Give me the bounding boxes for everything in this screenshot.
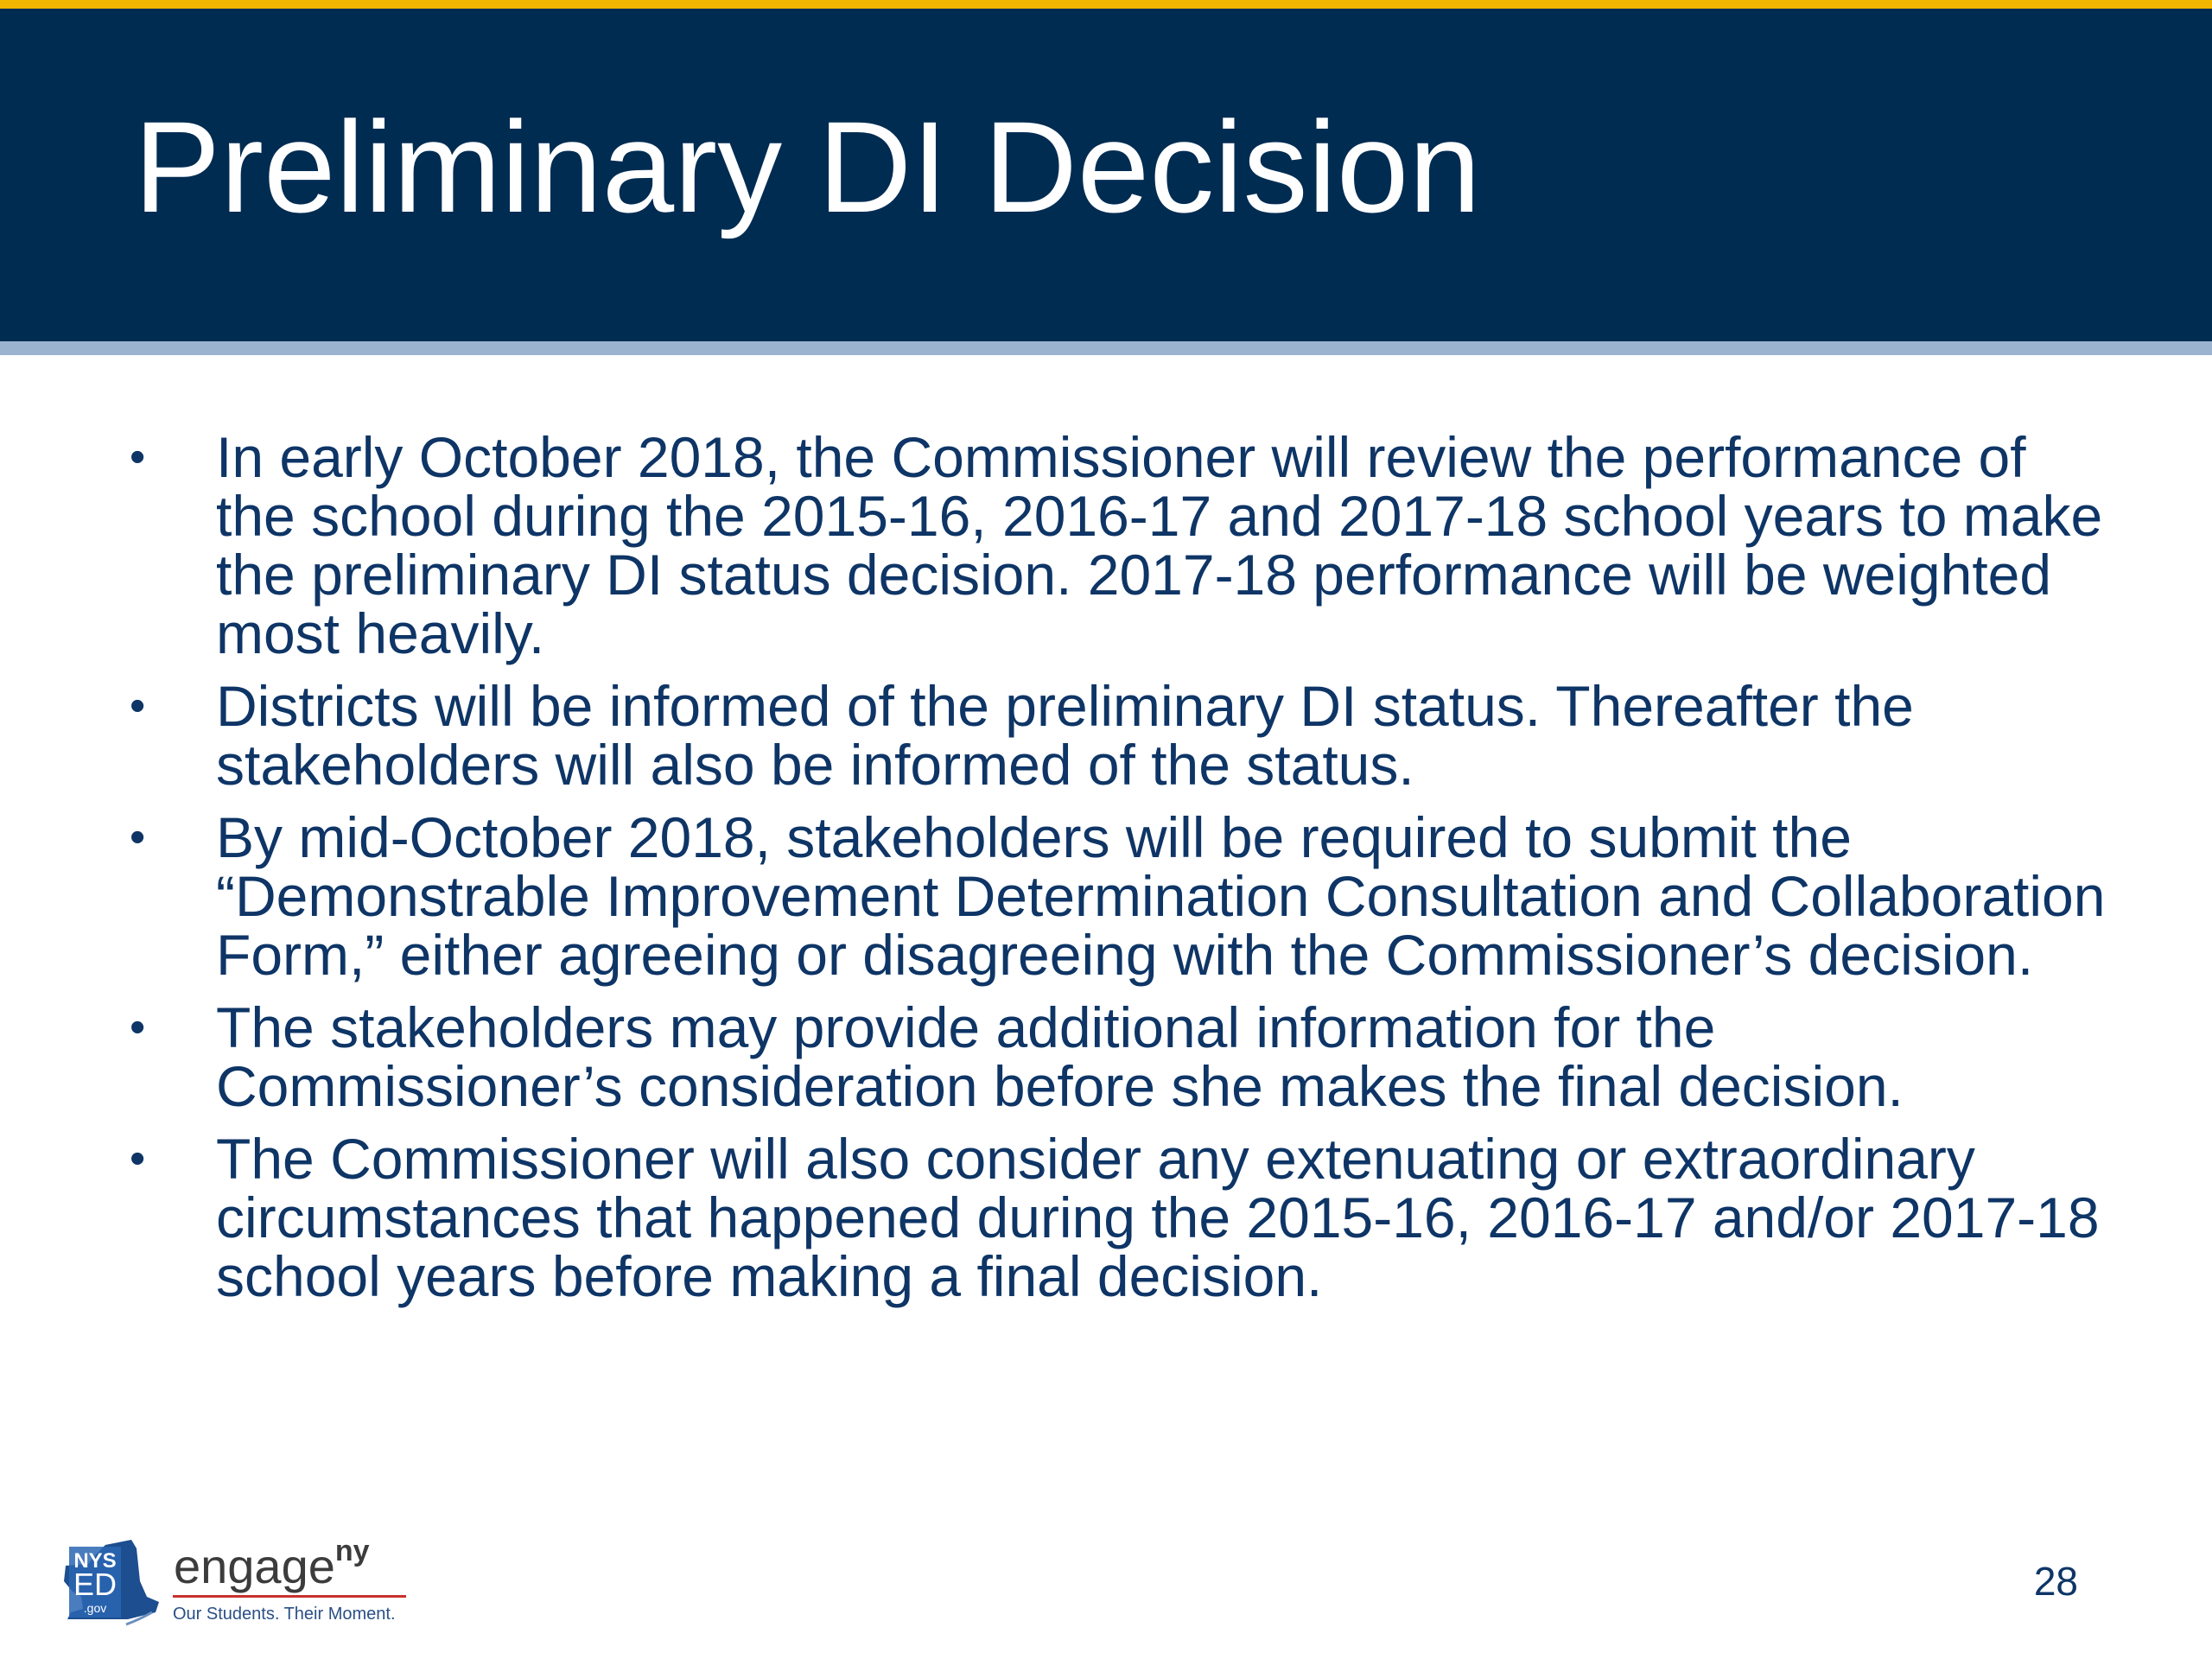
- top-accent-bar: [0, 0, 2212, 9]
- logo-wordmark: [174, 1536, 370, 1591]
- badge-line-3: .gov: [83, 1601, 107, 1615]
- bullet-text: The Commissioner will also consider any extenuating or extraordinary circumstances that happened during the 2015-16, 2016-17 and/or 2017-18 school years before making a final decision.: [216, 1127, 2100, 1308]
- bullet-text: By mid-October 2018, stakeholders will be required to submit the “Demonstrable Improvement Determination Consultation and Collaboration Form,” either agreeing or disagreeing with the Commissioner’s decision.: [216, 805, 2106, 987]
- bullet-item: [130, 1129, 2117, 1306]
- logo-divider: [173, 1595, 406, 1598]
- bullet-list: [130, 425, 2117, 1319]
- nysed-badge-icon: [57, 1529, 165, 1633]
- bullet-dot-icon: •: [130, 432, 146, 482]
- bullet-text: The stakeholders may provide additional information for the Commissioner’s consideration before she makes the final decision.: [216, 995, 1904, 1118]
- logo-word-main: engage: [174, 1539, 335, 1593]
- badge-line-1: NYS: [73, 1549, 117, 1573]
- logo-tagline: Our Students. Their Moment.: [173, 1605, 396, 1624]
- bullet-item: [130, 995, 2117, 1118]
- bullet-item: [130, 805, 2117, 987]
- slide-title: Preliminary DI Decision: [134, 94, 1481, 239]
- page-number: 28: [2033, 1559, 2078, 1604]
- badge-line-2: ED: [73, 1567, 118, 1602]
- bullet-dot-icon: •: [130, 1002, 146, 1052]
- bullet-item: [130, 674, 2117, 797]
- bullet-item: [130, 425, 2117, 665]
- bullet-dot-icon: •: [130, 1134, 146, 1184]
- bullet-text: Districts will be informed of the preliminary DI status. Thereafter the stakeholders will also be informed of the status.: [216, 674, 1914, 797]
- logo-word-superscript: ny: [334, 1535, 370, 1567]
- bullet-dot-icon: •: [130, 681, 146, 731]
- engageny-logo: [57, 1529, 420, 1642]
- header-stripe: [0, 341, 2212, 355]
- bullet-text: In early October 2018, the Commissioner will review the performance of the school during the 2015-16, 2016-17 and 2017-18 school years to make the preliminary DI status decision. 2017-18 performance will be weighted most heavily.: [216, 425, 2103, 665]
- bullet-dot-icon: •: [130, 812, 146, 862]
